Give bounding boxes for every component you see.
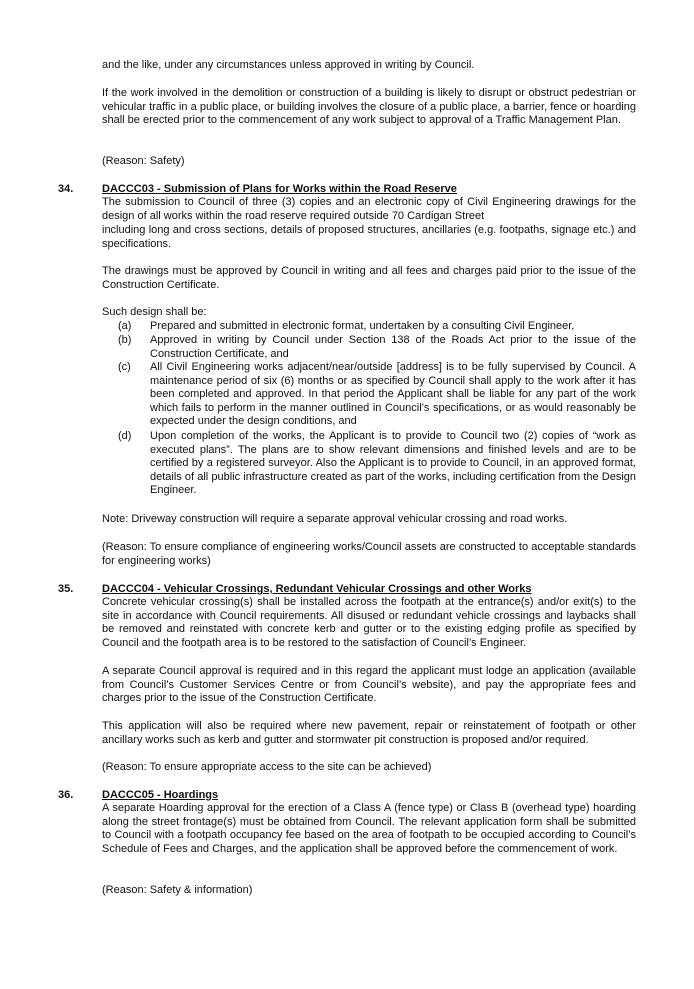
list-item-text: Approved in writing by Council under Section 138 of the Roads Act prior to the issue of the Construction Certificate, and bbox=[150, 334, 636, 360]
intro-reason: (Reason: Safety) bbox=[102, 155, 185, 167]
section-34-reason: (Reason: To ensure compliance of engineering works/Council assets are constructed to acceptable standards for engineering works) bbox=[102, 541, 636, 567]
list-item-label: (b) bbox=[118, 334, 132, 346]
section-36-reason: (Reason: Safety & information) bbox=[102, 884, 253, 896]
section-34-number: 34. bbox=[58, 183, 74, 195]
list-item-text: All Civil Engineering works adjacent/near/outside [address] is to be fully supervised by Council. A maintenance period of six (6) months or as specified by Council shall apply to the work after it has been completed and approved. In that period the Applicant shall be liable for any part of the work which fails to perform in the manner outlined in Council’s specifications, or as would reasonably be expected under the design conditions, and bbox=[150, 361, 636, 428]
intro-paragraph-2: If the work involved in the demolition or construction of a building is likely to disrupt or obstruct pedestrian or vehicular traffic in a public place, or building involves the closure of a public place, a barrier, fence or hoarding shall be erected prior to the commencement of any work subject to approval of a Traffic Management Plan. bbox=[102, 87, 636, 127]
section-35-paragraph-1: Concrete vehicular crossing(s) shall be installed across the footpath at the entrance(s) and/or exit(s) to the site in accordance with Council requirements. All disused or redundant vehicle crossings and laybacks shall be removed and reinstated with concrete kerb and gutter or to the existing edging profile as specified by Council and the footpath area is to be restored to the satisfaction of Council’s Engineer. bbox=[102, 596, 636, 649]
section-35-heading: DACCC04 - Vehicular Crossings, Redundant Vehicular Crossings and other Works bbox=[102, 583, 532, 595]
intro-paragraph-1: and the like, under any circumstances unless approved in writing by Council. bbox=[102, 59, 475, 71]
section-36-paragraph-1: A separate Hoarding approval for the erection of a Class A (fence type) or Class B (overhead type) hoarding along the street frontage(s) must be obtained from Council. The relevant application form shall be submitted to Council with a footpath occupancy fee based on the area of footpath to be occupied according to Council’s Schedule of Fees and Charges, and the application shall be approved before the commencement of work. bbox=[102, 802, 636, 855]
section-34-heading: DACCC03 - Submission of Plans for Works within the Road Reserve bbox=[102, 183, 457, 195]
section-34-note: Note: Driveway construction will require a separate approval vehicular crossing and road works. bbox=[102, 513, 568, 525]
section-36-number: 36. bbox=[58, 789, 74, 801]
section-34-paragraph-2: The drawings must be approved by Council in writing and all fees and charges paid prior to the issue of the Construction Certificate. bbox=[102, 265, 636, 291]
list-item-label: (d) bbox=[118, 430, 132, 442]
list-item-label: (a) bbox=[118, 320, 132, 332]
list-item-text: Prepared and submitted in electronic format, undertaken by a consulting Civil Engineer, bbox=[150, 320, 575, 332]
section-34-paragraph-3: Such design shall be: bbox=[102, 306, 207, 318]
section-35-reason: (Reason: To ensure appropriate access to the site can be achieved) bbox=[102, 761, 432, 773]
section-34-paragraph-1: The submission to Council of three (3) copies and an electronic copy of Civil Engineering drawings for the design of all works within the road reserve required outside 70 Cardigan Street bbox=[102, 196, 636, 222]
section-35-paragraph-2: A separate Council approval is required and in this regard the applicant must lodge an application (available from Council’s Customer Services Centre or from Council’s website), and pay the appropriate fees and charges prior to the issue of the Construction Certificate. bbox=[102, 665, 636, 705]
section-35-paragraph-3: This application will also be required where new pavement, repair or reinstatement of footpath or other ancillary works such as kerb and gutter and stormwater pit construction is proposed and/or required. bbox=[102, 720, 636, 746]
section-34-paragraph-1b: including long and cross sections, details of proposed structures, ancillaries (e.g. footpaths, signage etc.) and specifications. bbox=[102, 224, 636, 250]
list-item-label: (c) bbox=[118, 361, 131, 373]
section-35-number: 35. bbox=[58, 583, 74, 595]
list-item-text: Upon completion of the works, the Applicant is to provide to Council two (2) copies of “work as executed plans”. The plans are to show relevant dimensions and finished levels and are to be certified by a registered surveyor. Also the Applicant is to provide to Council, in an approved format, details of all public infrastructure created as part of the works, including certification from the Design Engineer. bbox=[150, 430, 636, 497]
section-36-heading: DACCC05 - Hoardings bbox=[102, 789, 219, 801]
